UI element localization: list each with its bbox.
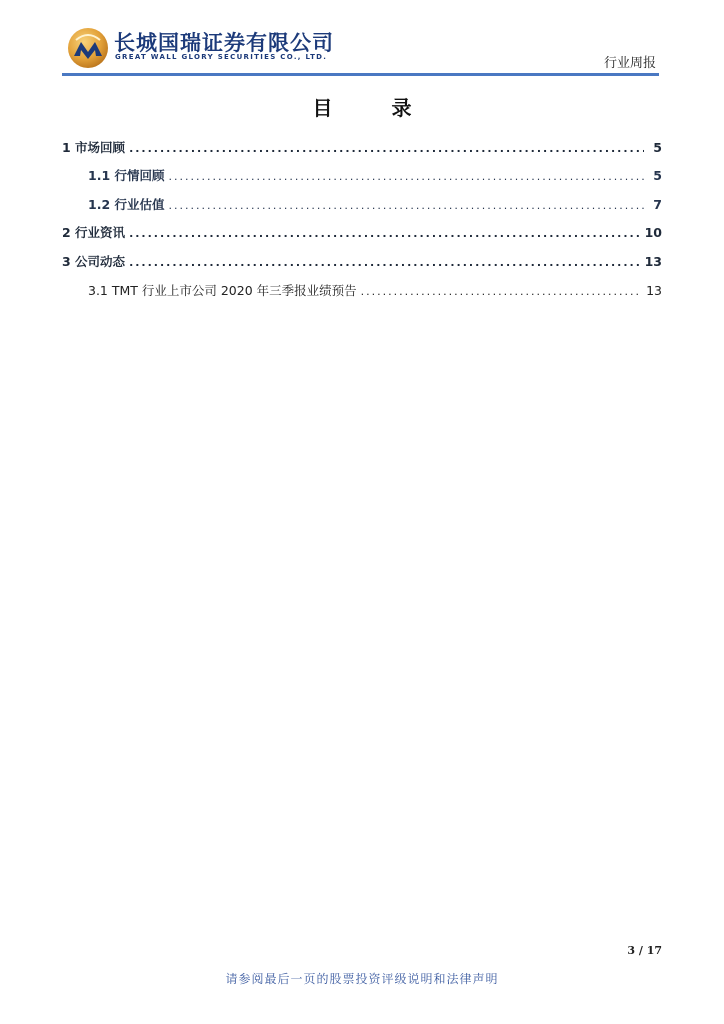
toc-leader-dots [169, 199, 645, 212]
toc-entry[interactable] [62, 252, 662, 272]
page-number: 3 / 17 [627, 944, 662, 957]
toc-entry[interactable] [88, 195, 662, 215]
toc-leader-dots [129, 142, 644, 155]
toc-entry[interactable] [62, 223, 662, 243]
toc-entry-page: 5 [653, 168, 662, 183]
toc-entry-page: 13 [646, 283, 662, 298]
toc-entry-page: 10 [644, 225, 662, 240]
toc-entry-label: 1.1 行情回顾 [88, 168, 165, 183]
header-divider [62, 73, 659, 76]
toc-entry-page: 13 [644, 254, 662, 269]
toc-entry-label: 1 市场回顾 [62, 140, 126, 155]
toc-leader-dots [361, 285, 642, 298]
toc-leader-dots [129, 256, 641, 269]
toc-entry-label: 1.2 行业估值 [88, 197, 165, 212]
footer-disclaimer: 请参阅最后一页的股票投资评级说明和法律声明 [225, 972, 499, 986]
toc-entry[interactable] [62, 138, 662, 158]
toc-entry-page: 5 [653, 140, 662, 155]
toc-entry-label: 3 公司动态 [62, 254, 126, 269]
toc-entry[interactable] [88, 166, 662, 186]
company-name-en: GREAT WALL GLORY SECURITIES CO., LTD. [115, 53, 328, 61]
toc-leader-dots [129, 227, 641, 240]
page-header [62, 22, 660, 78]
report-type-label: 行业周报 [603, 56, 656, 71]
toc-title: 目 录 [312, 96, 438, 120]
company-name-cn: 长城国瑞证券有限公司 [114, 31, 334, 55]
toc-entry-label: 3.1 TMT 行业上市公司 2020 年三季报业绩预告 [88, 283, 357, 298]
toc-entry-page: 7 [653, 197, 662, 212]
toc-entry-label: 2 行业资讯 [62, 225, 126, 240]
toc-entry[interactable] [88, 281, 662, 301]
toc-leader-dots [169, 170, 645, 183]
company-logo-icon [66, 26, 110, 70]
